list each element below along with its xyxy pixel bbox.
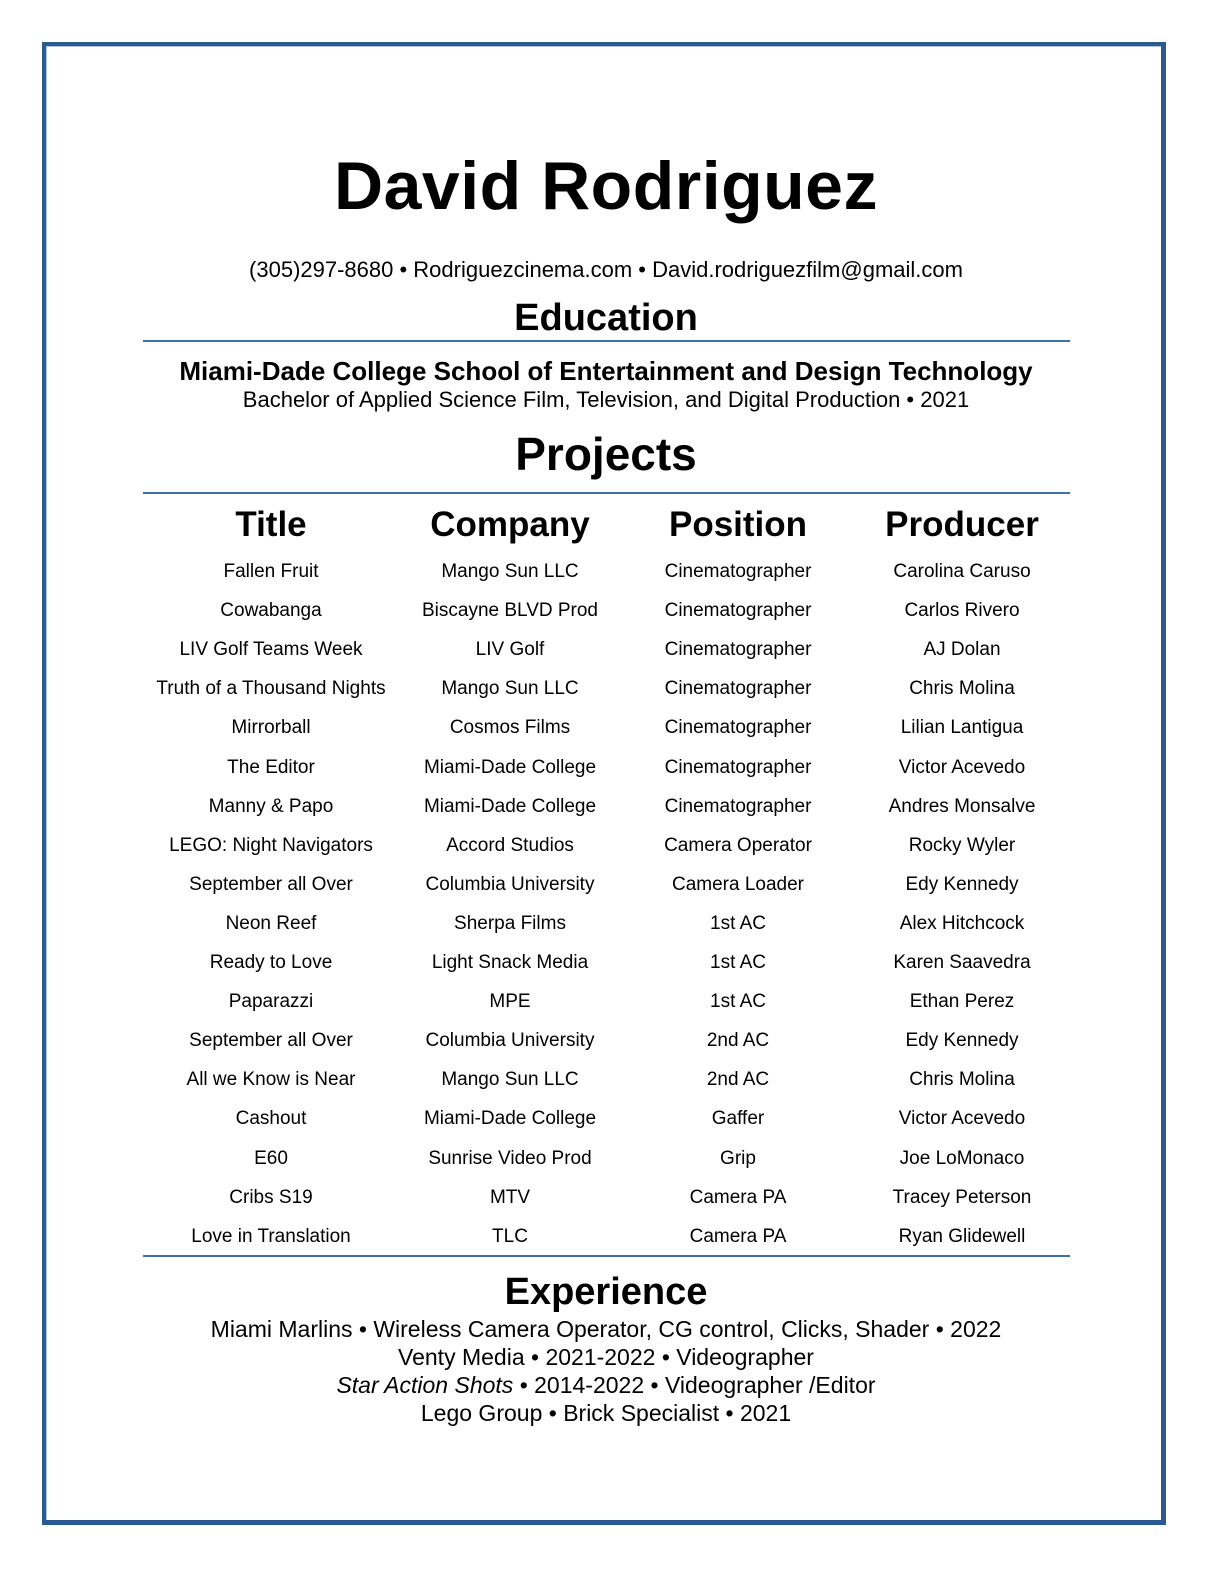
project-title-cell: LEGO: Night Navigators [169, 834, 373, 856]
project-title-cell: Paparazzi [228, 991, 314, 1013]
experience-item [0, 1399, 1212, 1427]
project-position-cell: Camera Operator [664, 834, 812, 856]
project-producer-cell: Victor Acevedo [898, 1108, 1026, 1130]
project-title-cell: Truth of a Thousand Nights [156, 678, 386, 700]
projects-divider [143, 492, 1070, 494]
project-position-cell: 1st AC [710, 991, 766, 1013]
project-position-cell: Cinematographer [664, 561, 812, 582]
experience-item [0, 1343, 1212, 1371]
project-title-cell: Ready to Love [209, 952, 333, 973]
project-title-cell: Cashout [235, 1108, 307, 1130]
experience-heading: Experience [504, 1271, 708, 1313]
project-producer-cell: Victor Acevedo [898, 756, 1026, 778]
project-producer-cell: Joe LoMonaco [899, 1147, 1025, 1169]
project-company-cell: Columbia University [425, 1030, 595, 1052]
project-title-cell: September all Over [189, 1030, 353, 1052]
column-header-producer: Producer [885, 505, 1039, 544]
project-company-cell: LIV Golf [475, 639, 545, 661]
project-position-cell: Cinematographer [664, 795, 812, 817]
project-position-cell: 2nd AC [706, 1069, 770, 1091]
column-header-company: Company [430, 505, 590, 544]
project-company-cell: Mango Sun LLC [441, 1069, 579, 1091]
project-title-cell: E60 [254, 1147, 288, 1169]
project-position-cell: 1st AC [710, 952, 766, 973]
project-producer-cell: Karen Saavedra [893, 952, 1031, 973]
project-position-cell: Grip [720, 1147, 756, 1169]
experience-item [0, 1371, 1212, 1399]
project-company-cell: Biscayne BLVD Prod [421, 600, 598, 622]
project-company-cell: Columbia University [425, 873, 595, 895]
project-position-cell: Camera PA [689, 1225, 787, 1247]
project-position-cell: Gaffer [711, 1108, 765, 1130]
resume-name: David Rodriguez [334, 148, 878, 224]
projects-bottom-divider [143, 1255, 1070, 1257]
project-company-cell: Mango Sun LLC [441, 678, 579, 700]
project-title-cell: Love in Translation [191, 1225, 351, 1247]
project-producer-cell: Ryan Glidewell [898, 1225, 1026, 1247]
project-title-cell: Cribs S19 [229, 1186, 313, 1208]
project-position-cell: Cinematographer [664, 678, 812, 700]
project-position-cell: Camera PA [689, 1186, 787, 1208]
project-company-cell: Mango Sun LLC [441, 561, 579, 582]
project-producer-cell: Tracey Peterson [892, 1186, 1032, 1208]
experience-company-italic: Star Action Shots [336, 1372, 514, 1398]
project-company-cell: Sunrise Video Prod [428, 1147, 592, 1169]
education-divider [143, 340, 1070, 342]
project-title-cell: The Editor [227, 756, 315, 778]
education-school: Miami-Dade College School of Entertainment and Design Technology [179, 356, 1033, 386]
project-company-cell: MTV [489, 1186, 531, 1208]
project-producer-cell: Alex Hitchcock [899, 912, 1025, 934]
project-producer-cell: Chris Molina [909, 1069, 1015, 1091]
experience-item-text: Venty Media • 2021-2022 • Videographer [398, 1344, 814, 1370]
projects-heading: Projects [515, 428, 697, 480]
project-producer-cell: Carlos Rivero [904, 600, 1020, 622]
project-position-cell: Cinematographer [664, 756, 812, 778]
project-company-cell: Cosmos Films [449, 717, 571, 739]
project-company-cell: MPE [489, 991, 531, 1013]
project-producer-cell: Lilian Lantigua [900, 717, 1024, 739]
project-title-cell: Neon Reef [225, 912, 317, 934]
project-title-cell: September all Over [189, 873, 353, 895]
project-title-cell: Cowabanga [220, 600, 322, 622]
column-header-position: Position [668, 505, 808, 544]
project-producer-cell: Andres Monsalve [888, 795, 1036, 817]
project-producer-cell: Chris Molina [909, 678, 1015, 700]
project-title-cell: Fallen Fruit [223, 561, 319, 582]
project-company-cell: Light Snack Media [431, 952, 589, 973]
project-company-cell: Miami-Dade College [423, 795, 597, 817]
experience-item [0, 1315, 1212, 1343]
project-position-cell: Camera Loader [671, 873, 805, 895]
experience-item-text: • 2014-2022 • Videographer /Editor [513, 1372, 876, 1398]
project-position-cell: 1st AC [710, 912, 766, 934]
project-position-cell: Cinematographer [664, 717, 812, 739]
project-company-cell: Sherpa Films [454, 912, 566, 934]
project-position-cell: Cinematographer [664, 600, 812, 622]
project-company-cell: Miami-Dade College [423, 756, 597, 778]
project-company-cell: TLC [492, 1225, 528, 1247]
project-producer-cell: Ethan Perez [909, 991, 1015, 1013]
project-producer-cell: AJ Dolan [923, 639, 1001, 661]
project-position-cell: Cinematographer [664, 639, 812, 661]
column-header-title: Title [235, 505, 307, 544]
project-company-cell: Accord Studios [446, 834, 574, 856]
education-degree: Bachelor of Applied Science Film, Television, and Digital Production • 2021 [242, 387, 970, 412]
project-producer-cell: Carolina Caruso [893, 561, 1031, 582]
experience-item-text: Miami Marlins • Wireless Camera Operator, CG control, Clicks, Shader • 2022 [210, 1316, 1002, 1342]
project-producer-cell: Rocky Wyler [908, 834, 1016, 856]
project-producer-cell: Edy Kennedy [905, 873, 1019, 895]
project-company-cell: Miami-Dade College [423, 1108, 597, 1130]
project-title-cell: Manny & Papo [208, 795, 334, 817]
contact-line: (305)297-8680 • Rodriguezcinema.com • David.rodriguezfilm@gmail.com [249, 257, 963, 282]
project-position-cell: 2nd AC [706, 1030, 770, 1052]
project-title-cell: All we Know is Near [186, 1069, 356, 1091]
project-title-cell: Mirrorball [231, 717, 311, 739]
project-title-cell: LIV Golf Teams Week [179, 639, 363, 661]
experience-item-text: Lego Group • Brick Specialist • 2021 [420, 1400, 792, 1426]
project-producer-cell: Edy Kennedy [905, 1030, 1019, 1052]
education-heading: Education [514, 297, 698, 339]
